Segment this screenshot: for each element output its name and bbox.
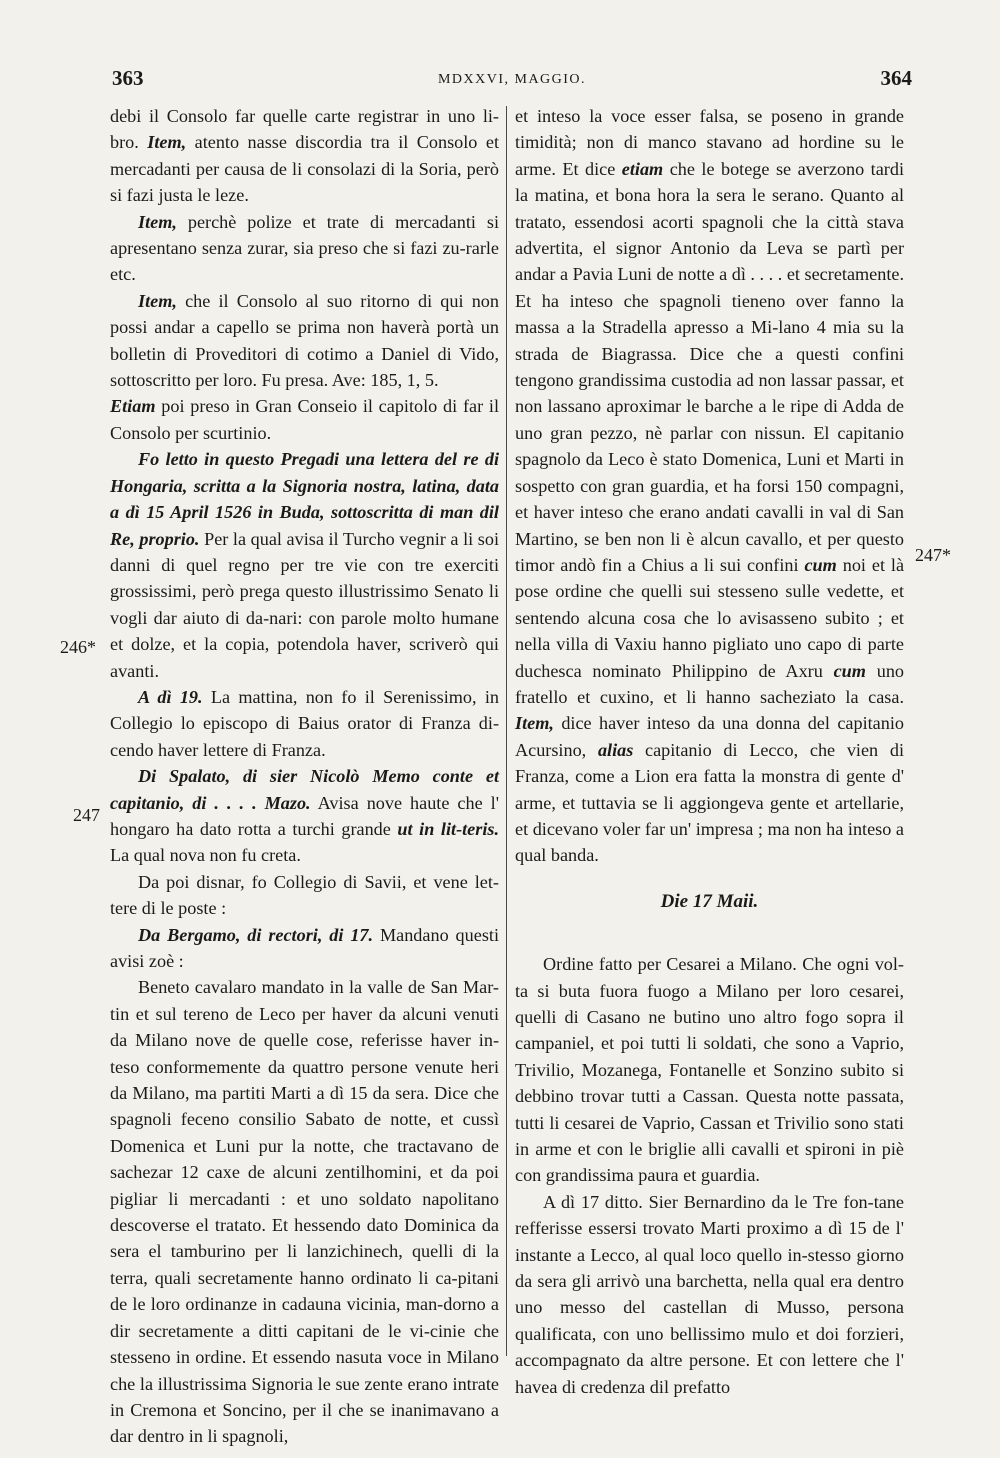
paragraph: [110, 684, 499, 763]
section-title: Die 17 Maii.: [660, 890, 759, 912]
italic-text: Etiam: [110, 396, 156, 417]
italic-text: Item,: [515, 713, 554, 734]
paragraph: [110, 393, 499, 446]
text: La qual nova non fu creta.: [110, 845, 301, 866]
paragraph: Beneto cavalaro mandato in la valle de San Mar-tin et sul tereno de Leco per haver da alcuni venuti da Milano nove de quelle cose, referisse haver in-teso conformemente da quattro persone venute heri da Milano, ma partiti Marti a dì 15 da sera. Dice che spagnoli feceno consilio Sabato de notte, et cussì Domenica et Luni pur la notte, che tractavano de sachezar 12 caxe de alcuni zentilhomini, et da poi pigliar li mercadanti : et uno soldato napolitano descoverse el tratato. Et hessendo dato Dominica da sera el tamburino per li lanzichinech, quelli di la terra, quali secretamente hanno ordinato li ca-pitani de le loro ordinanze in cadauna vicinia, man-dorno a dir secretamente a ditti capitani de le vi-cinie che stesseno in ordine. Et essendo nasuta voce in Milano che la illustrissima Signoria le sue zente erano intrate in Cremona et Soncino, per il che se inanimavano a dar dentro in li spagnoli,: [110, 977, 499, 1447]
paragraph: Ordine fatto per Cesarei a Milano. Che ogni vol-ta si buta fuora fuogo a Milano per loro cesarei, quelli di Casano ne butino uno altro fogo sopra il campaniel, et poi tutti li soldati, che sono a Vaprio, Trivilio, Mozanega, Fontanelle et Sonzino subito si debbino trovar tutti a Cassan. Questa notte passata, tutti li cesarei de Vaprio, Cassan et Trivilio sono stati in arme et con le briglie alli cavalli et spironi in piè con grandissima paura et guardia.: [515, 954, 904, 1186]
italic-text: cum: [833, 660, 866, 681]
text: Avisa nove haute che l' hongaro ha dato rotta a turchi grande: [110, 792, 500, 839]
paragraph: [110, 446, 499, 684]
page-header: [112, 66, 912, 96]
text: dice haver inteso da una donna del capitanio Acursino,: [515, 713, 904, 760]
text: noi et là pose ordine che quelli sui stesseno sulle vedette, et sentendo alcuna cosa che lo avisasseno subito ; et nella villa di Vaxiu hanno pigliato uno capo di parte duchesca nominato Philippino de Axru: [515, 554, 905, 681]
paragraph: [110, 922, 499, 975]
italic-heading: Fo letto in questo Pregadi una lettera del re di Hongaria, scritta a la Signoria nostra, latina, data a dì 15 April 1526 in Buda, sottoscritta di man dil Re, proprio.: [110, 449, 499, 549]
text: Per la qual avisa il Turcho vegnir a li soi danni di quel regno per tre vie con tre exerciti grossissimi, però prega questo illustrissimo Senato li vogli dar aiuto di da-nari: con parole molto humane et dolze, et la copia, potendola haver, scriverò qui avanti.: [110, 528, 499, 681]
text: uno fratello et cuxino, et li hanno sacheziato la casa.: [515, 660, 904, 707]
running-title: MDXXVI, MAGGIO.: [437, 72, 587, 87]
italic-text: Item,: [147, 132, 187, 153]
paragraph: A dì 17 ditto. Sier Bernardino da le Tre fon-tane refferisse essersi trovato Marti proximo a dì 15 de l' instante a Lecco, al qual loco quello in-stesso giorno da sera gli arrivò una barchetta, nella qual era dentro uno messo del castellan di Musso, persona qualificata, con uno bellissimo mulo et doi forzieri, accompagnato da altre persone. Et con lettere che l' havea di credenza dil prefatto: [515, 1191, 904, 1397]
paragraph: [110, 209, 499, 288]
text: capitanio di Lecco, che vien di Franza, come a Lion era fatta la monstra di gente d' arme, et tuttavia se li aggiongeva gente et artellarie, et dicevano voler far un' impresa ; ma non ha inteso a qual banda.: [515, 739, 904, 866]
text: La mattina, non fo il Serenissimo, in Collegio lo episcopo di Baius orator di Franza di-cendo haver lettere di Franza.: [110, 686, 500, 760]
italic-text: ut in lit-teris.: [397, 818, 500, 839]
column-divider: [506, 106, 507, 1356]
margin-number-247-right: 247*: [915, 545, 951, 565]
paragraph: [110, 288, 499, 394]
text: Mandano questi avisi zoè :: [110, 924, 500, 971]
paragraph: Da poi disnar, fo Collegio di Savii, et vene let-tere di le poste :: [110, 871, 499, 919]
left-page-number: 363: [112, 66, 144, 90]
italic-text: Item,: [138, 290, 177, 311]
text: debi il Consolo far quelle carte registrar in uno li-bro.: [110, 106, 499, 153]
text: poi preso in Gran Conseio il capitolo di far il Consolo per scurtinio.: [110, 396, 499, 443]
paragraph: [110, 763, 499, 869]
italic-text: alias: [597, 739, 634, 760]
text: perchè polize et trate di mercadanti si apresentano senza zurar, sia preso che si fazi zu-rarle etc.: [110, 211, 500, 285]
text: et inteso la voce esser falsa, se poseno in grande timidità; non di manco stavano ad hordine su le arme. Et dice: [515, 106, 904, 179]
text: che le botege se averzono tardi la matina, et bona hora la sera le serano. Quanto al tratato, essendosi acorti spagnoli che la città stava advertita, el signor Antonio da Leva se partì per andar a Pavia Luni de notte a dì . . . . et secretamente. Et ha inteso che spagnoli tieneno over fanno la massa a la Stradella apresso a Mi-lano 4 mia su la strada de Biagrassa. Dice che a questi confini tengono grandissima custodia ad non lassar passar, et non lassano aproximar le barche a le ripe di Adda de uno gran pezzo, nè parlar con nissun. El capitanio spagnolo da Leco è stato Domenica, Luni et Marti in sospetto con gran guardia, et ha forsi 150 compagni, et haver inteso che erano andati cavalli in val di San Martino, se ben non li è alcun cavallo, et per questo timor andò fin a Chius a li sui confini: [515, 158, 905, 575]
margin-number-246: 246*: [60, 637, 96, 657]
text: che il Consolo al suo ritorno di qui non possi andar a capello se prima non haverà portà un bolletin di Proveditori di cotimo a Daniel di Vido, sottoscritto per loro. Fu presa. Ave: 185, 1, 5.: [110, 290, 499, 391]
paragraph: [515, 103, 904, 869]
right-page-number: 364: [880, 66, 912, 90]
right-column: [515, 103, 904, 1400]
italic-text: Item,: [138, 211, 177, 232]
margin-number-247-left: 247: [73, 805, 100, 825]
italic-heading: Da Bergamo, di rectori, di 17.: [138, 924, 374, 945]
italic-text: cum: [804, 554, 837, 575]
italic-text: etiam: [621, 158, 664, 179]
text: atento nasse discordia tra il Consolo et mercadanti per causa de li consolazi di la Soria, però si fazi justa le leze.: [110, 132, 499, 206]
italic-date: A dì 19.: [138, 686, 203, 707]
paragraph: [110, 103, 499, 209]
left-column: [110, 103, 499, 1450]
italic-heading: Di Spalato, di sier Nicolò Memo conte et capitanio, di . . . . Mazo.: [110, 766, 499, 813]
